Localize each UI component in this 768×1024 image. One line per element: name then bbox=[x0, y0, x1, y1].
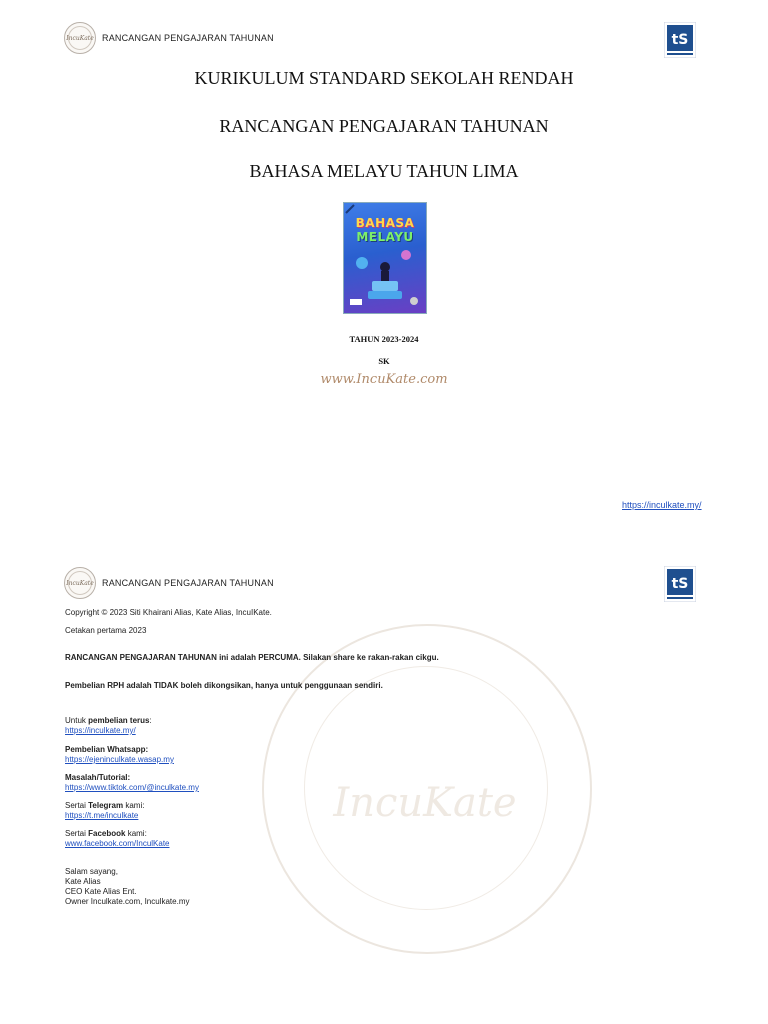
academic-year: TAHUN 2023-2024 bbox=[349, 334, 419, 344]
watermark-text: IncuKate bbox=[333, 780, 517, 826]
signoff-owner: Owner Inculkate.com, Inculkate.my bbox=[65, 897, 190, 906]
signoff-name: Kate Alias bbox=[65, 877, 101, 886]
website-link[interactable]: https://inculkate.my/ bbox=[622, 500, 702, 510]
header-title-2: RANCANGAN PENGAJARAN TAHUNAN bbox=[102, 578, 274, 588]
copyright-text: Copyright © 2023 Siti Khairani Alias, Kate Alias, IncuIKate. bbox=[65, 608, 272, 617]
svg-text:tS: tS bbox=[671, 576, 689, 592]
facebook-label: Sertai Facebook kami: bbox=[65, 829, 147, 838]
buy-direct-label: Untuk pembelian terus: bbox=[65, 716, 152, 725]
whatsapp-link[interactable]: https://ejeninculkate.wasap.my bbox=[65, 755, 174, 764]
telegram-link[interactable]: https://t.me/inculkate bbox=[65, 811, 139, 820]
brand-seal-logo: IncuKate bbox=[64, 22, 96, 54]
cover-illustration-icon bbox=[344, 203, 426, 313]
header-title: RANCANGAN PENGAJARAN TAHUNAN bbox=[102, 33, 274, 43]
svg-text:tS: tS bbox=[671, 32, 689, 48]
page-header-2 bbox=[64, 567, 274, 599]
buy-direct-link[interactable]: https://inculkate.my/ bbox=[65, 726, 136, 735]
telegram-label: Sertai Telegram kami: bbox=[65, 801, 145, 810]
signoff-greeting: Salam sayang, bbox=[65, 867, 118, 876]
page-gap bbox=[0, 540, 768, 556]
title-subject: BAHASA MELAYU TAHUN LIMA bbox=[249, 161, 519, 181]
brand-seal-logo-2: IncuKate bbox=[64, 567, 96, 599]
tutorial-label: Masalah/Tutorial: bbox=[65, 773, 131, 782]
school-type: SK bbox=[378, 356, 390, 366]
whatsapp-label: Pembelian Whatsapp: bbox=[65, 745, 149, 754]
page-header bbox=[64, 22, 274, 54]
signoff-role: CEO Kate Alias Ent. bbox=[65, 887, 137, 896]
facebook-link[interactable]: www.facebook.com/InculKate bbox=[65, 839, 170, 848]
website-signature: www.IncuKate.com bbox=[320, 372, 448, 387]
tiktok-link[interactable]: https://www.tiktok.com/@inculkate.my bbox=[65, 783, 199, 792]
cover-title-line2: MELAYU bbox=[356, 230, 414, 244]
edition-text: Cetakan pertama 2023 bbox=[65, 626, 147, 635]
title-kurikulum: KURIKULUM STANDARD SEKOLAH RENDAH bbox=[194, 68, 574, 88]
ts-logo-icon-2 bbox=[664, 566, 696, 602]
ts-logo-icon bbox=[664, 22, 696, 58]
sharing-notice: Pembelian RPH adalah TIDAK boleh dikongsikan, hanya untuk penggunaan sendiri. bbox=[65, 681, 383, 690]
free-notice: RANCANGAN PENGAJARAN TAHUNAN ini adalah PERCUMA. Silakan share ke rakan-rakan cikgu. bbox=[65, 653, 439, 662]
textbook-cover-image bbox=[343, 202, 427, 314]
title-rancangan: RANCANGAN PENGAJARAN TAHUNAN bbox=[219, 116, 549, 136]
cover-title-line1: BAHASA bbox=[355, 216, 415, 230]
